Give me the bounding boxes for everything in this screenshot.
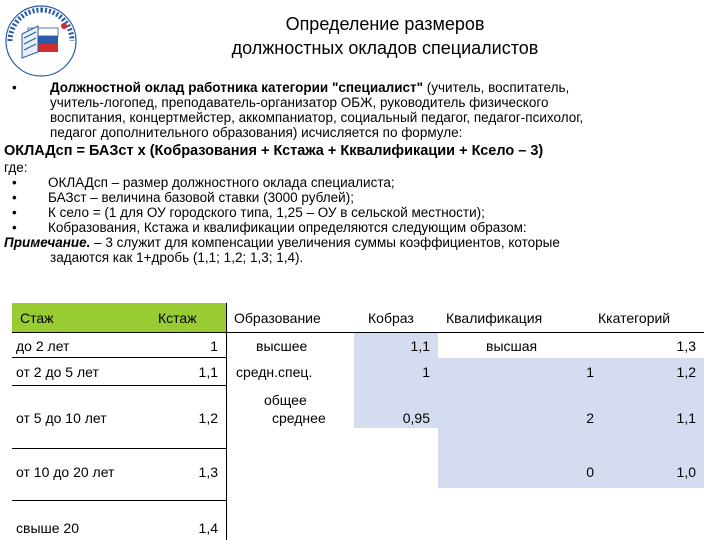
intro-line-4: педагог дополнительного образования) исчисляется по формуле: [50,125,463,140]
title-line-2: должностных окладов специалистов [231,38,539,58]
qualification-cell: высшая [486,338,538,354]
row-divider [12,500,226,501]
kcategory-cell: 1,1 [676,410,696,426]
kobraz-cell: 0,95 [402,410,430,426]
note-line-2: задаются как 1+дробь (1,1; 1,2; 1,3; 1,4). [50,250,304,265]
qualification-cell: 1 [586,364,594,380]
qualification-cell: 2 [586,410,594,426]
education-cell: общее [264,392,307,408]
kobraz-cell: 1,1 [410,338,430,354]
row-divider [12,385,226,386]
header-kstazh: Кстаж [158,310,197,326]
note [4,235,716,250]
definition-item: • К село = (1 для ОУ городского типа, 1,25 – ОУ в сельской местности); [12,205,485,220]
kstazh-cell: 1,2 [198,410,218,426]
bullet: • [12,205,17,220]
national-project-logo [4,4,78,78]
intro-line-3: воспитания, концертмейстер, аккомпаниатор, социальный педагог, педагог-психолог, [50,110,584,125]
stazh-cell: свыше 20 [16,520,79,536]
header-divider [12,332,704,333]
intro-line-2: учитель-логопед, преподаватель-организатор ОБЖ, руководитель физического [50,95,549,110]
kstazh-cell: 1,3 [198,464,218,480]
body-text [4,80,716,265]
stazh-cell: от 2 до 5 лет [16,364,99,380]
bullet: • [12,175,17,190]
stazh-cell: от 10 до 20 лет [16,464,115,480]
qualification-cell: 0 [586,464,594,480]
stazh-cell: от 5 до 10 лет [16,410,107,426]
definition-item: • БАЗст – величина базовой ставки (3000 рублей); [12,190,354,205]
kobraz-cell: 1 [422,364,430,380]
row-divider [12,448,226,449]
header-stazh: Стаж [20,310,54,326]
intro-paragraph [4,80,716,140]
kstazh-cell: 1 [210,338,218,354]
page-title [150,12,620,60]
kcategory-cell: 1,3 [676,338,696,354]
intro-lead: Должностной оклад работника категории "специалист" [50,80,424,95]
kstazh-cell: 1,4 [198,520,218,536]
salary-formula: ОКЛАДсп = БАЗст х (Кобразования + Кстажа + Кквалификации + Ксело – 3) [4,143,544,159]
kcategory-cell: 1,0 [676,464,696,480]
definition-item: • ОКЛАДсп – размер должностного оклада специалиста; [12,175,395,190]
header-education: Образование [234,310,321,326]
kcategory-cell: 1,2 [676,364,696,380]
kstazh-cell: 1,1 [198,364,218,380]
bullet: • [12,190,17,205]
bullet: • [12,80,17,95]
note-line-1: – 3 служит для компенсации увеличения суммы коэффициентов, которые [90,235,560,250]
note-label: Примечание. [4,235,91,250]
stazh-cell: до 2 лет [16,338,70,354]
column-divider [226,303,227,540]
bullet: • [12,220,17,235]
education-cell: средн.спец. [236,364,313,380]
row-divider [12,357,226,358]
education-cell: высшее [256,338,308,354]
where-label: где: [4,160,28,175]
definition-item: • Кобразования, Кстажа и квалификации определяются следующим образом: [12,220,527,235]
intro-line-1: (учитель, воспитатель, [423,80,570,95]
education-cell: среднее [272,410,326,426]
title-line-1: Определение размеров [285,14,485,34]
header-qualification: Квалификация [446,310,543,326]
header-kobraz: Кобраз [368,310,414,326]
header-kcategory: Ккатегорий [598,310,671,326]
